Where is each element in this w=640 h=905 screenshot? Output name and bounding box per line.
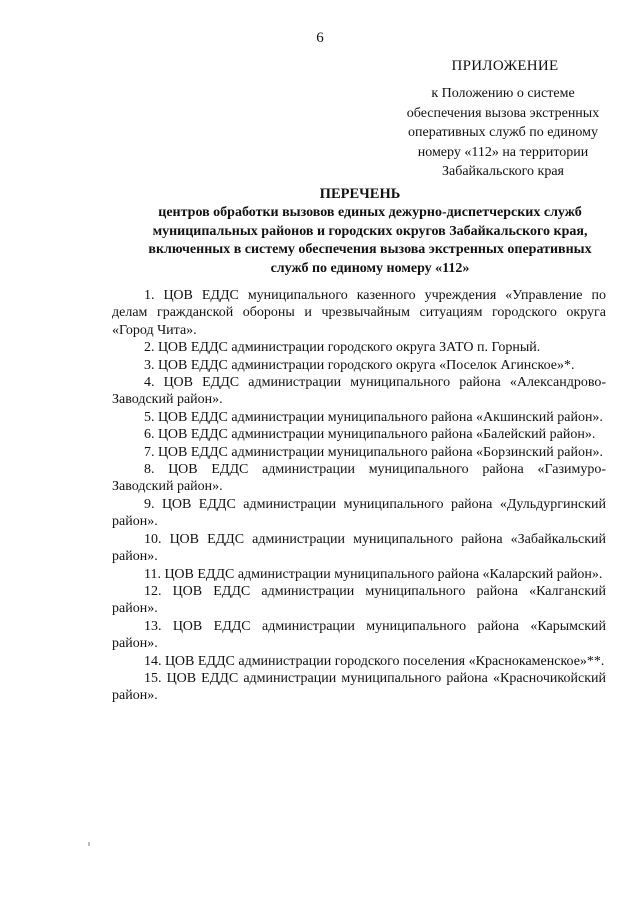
list-item: 2. ЦОВ ЕДДС администрации городского округа ЗАТО п. Горный. bbox=[144, 340, 541, 356]
subtitle-line: муниципальных районов и городских округов Забайкальского края, bbox=[152, 223, 588, 239]
subtitle-line: служб по единому номеру «112» bbox=[270, 260, 470, 276]
entry-list bbox=[112, 287, 606, 705]
page-number: 6 bbox=[316, 30, 324, 46]
list-item: 3. ЦОВ ЕДДС администрации городского округа «Поселок Агинское»*. bbox=[144, 357, 575, 373]
list-item: 11. ЦОВ ЕДДС администрации муниципального района «Каларский район». bbox=[144, 566, 603, 582]
list-item: 6. ЦОВ ЕДДС администрации муниципального района «Балейский район». bbox=[144, 427, 596, 443]
list-item: 15. ЦОВ ЕДДС администрации муниципального района «Красночикойский район». bbox=[112, 670, 606, 704]
scan-speck bbox=[88, 842, 90, 846]
list-item: 10. ЦОВ ЕДДС администрации муниципального района «Забайкальский район». bbox=[112, 531, 606, 565]
list-item: 5. ЦОВ ЕДДС администрации муниципального района «Акшинский район». bbox=[144, 409, 603, 425]
list-item: 1. ЦОВ ЕДДС муниципального казенного учреждения «Управление по делам гражданской обороны и чрезвычайным ситуациям городского округа «Город Чита». bbox=[112, 288, 606, 338]
list-item: 8. ЦОВ ЕДДС администрации муниципального района «Газимуро-Заводский район». bbox=[112, 462, 606, 495]
subtitle-line: центров обработки вызовов единых дежурно-диспетчерских служб bbox=[158, 205, 582, 220]
list-item: 14. ЦОВ ЕДДС администрации городского поселения «Краснокаменское»**. bbox=[144, 653, 605, 669]
list-item: 12. ЦОВ ЕДДС администрации муниципального района «Калганский район». bbox=[112, 583, 606, 617]
list-item: 4. ЦОВ ЕДДС администрации муниципального района «Александрово-Заводский район». bbox=[112, 375, 606, 408]
list-item: 9. ЦОВ ЕДДС администрации муниципального района «Дульдургинский район». bbox=[112, 496, 606, 530]
subtitle-line: включенных в систему обеспечения вызова экстренных оперативных bbox=[148, 242, 592, 257]
appendix-line: к Положению о системе bbox=[431, 86, 575, 101]
appendix-title: ПРИЛОЖЕНИЕ bbox=[451, 58, 559, 74]
appendix-reference bbox=[398, 84, 608, 182]
list-item: 7. ЦОВ ЕДДС администрации муниципального района «Борзинский район». bbox=[144, 444, 603, 460]
appendix-line: номеру «112» на территории bbox=[417, 144, 589, 160]
document-subtitle bbox=[120, 204, 620, 278]
appendix-line: Забайкальского края bbox=[441, 164, 564, 179]
appendix-line: обеспечения вызова экстренных bbox=[406, 105, 600, 121]
document-title: ПЕРЕЧЕНЬ bbox=[319, 186, 401, 202]
appendix-line: оперативных служб по единому bbox=[407, 125, 599, 140]
list-item: 13. ЦОВ ЕДДС администрации муниципального района «Карымский район». bbox=[112, 618, 606, 652]
